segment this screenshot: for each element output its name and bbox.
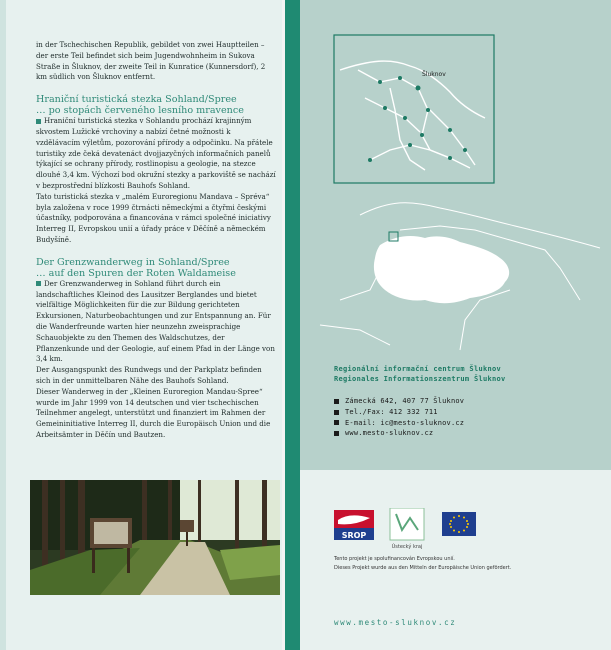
czech-republic-shape	[374, 236, 509, 303]
right-panel	[300, 0, 611, 650]
srop-logo	[334, 510, 374, 540]
left-text-column	[36, 40, 276, 441]
info-center-block	[334, 364, 604, 439]
svg-text:Ústecký kraj: Ústecký kraj	[391, 544, 423, 550]
note-de: Dieses Projekt wurde aus den Mitteln der Europäische Union gefördert.	[334, 565, 512, 571]
forest-trail-photo	[30, 480, 280, 595]
section2-subtitle: … auf den Spuren der Roten Waldameise	[36, 267, 236, 279]
eu-flag-icon	[442, 512, 476, 536]
logo-row	[334, 508, 594, 556]
svg-text:SROP: SROP	[341, 531, 367, 540]
section2-body3: Dieser Wanderweg in der „Kleinen Euroregion Mandau-Spree“ wurde im Jahr 1999 von 14 deutschen und vier tschechischen Teilnehmer angelegt, unterstützt und finanziert im Rahmen der Gemeininitiative Interreg II, durch die Europäisch Union und die Arbeitsämter in Děčín und Bautzen.	[36, 386, 271, 439]
contact-list	[334, 396, 604, 439]
square-bullet-icon	[334, 420, 339, 425]
section1-body2: Tato turistická stezka v „malém Euroregionu Mandava – Spréva“ byla založena v roce 1999 čtrnácti německými a čtyřmi českými účastníky, podporována a financována v rámci společné iniciativy Interreg II, Evropskou unií a úřady práce v Děčíně a německém Budyšíně.	[36, 191, 271, 244]
section2-body: Der Grenzwanderweg in Sohland führt durch ein landschaftliches Kleinod des Lausitzer Berglandes und bietet vielfältige Möglichkeiten für die zur Bildung gerichteten Exkursionen, Naturbeobachtungen und zur Entspannung an. Für die Wanderfreunde warten hier neunzehn zweisprachige Schauobjekte zu den Themen des Waldschutzes, der Pflanzenkunde und der Geologie, auf einem Pfad in der Länge von 3,4 km.	[36, 278, 275, 364]
footer-website[interactable]: www.mesto-sluknov.cz	[334, 618, 457, 627]
usti-region-logo	[390, 508, 424, 550]
square-bullet-icon	[334, 410, 339, 415]
section2-body2: Der Ausgangspunkt des Rundwegs und der Parkplatz befinden sich in der unmittelbaren Nähe des Bauhofs Sohland.	[36, 365, 262, 385]
contact-address: Zámecká 642, 407 77 Šluknov	[334, 396, 604, 407]
contact-phone: Tel./Fax: 412 332 711	[334, 407, 604, 418]
intro-paragraph: in der Tschechischen Republik, gebildet von zwei Hauptteilen – der erste Teil befindet sich beim Jugendwohnheim in Sukova Straße in Šluknov, der zweite Teil in Kunratice (Kunnersdorf), 2 km südlich von Šluknov entfernt.	[36, 40, 266, 82]
green-vertical-bar	[285, 0, 300, 650]
region-map	[300, 0, 611, 360]
bullet-square	[36, 281, 41, 286]
square-bullet-icon	[334, 431, 339, 436]
square-bullet-icon	[334, 399, 339, 404]
section1-body: Hraniční turistická stezka v Sohlandu prochází krajinným skvostem Lužické vrchoviny a nabízí četné možnosti k vzdělávacím výletům, pozorování přírody a odpočinku. Na přátele turistiky zde čeká devatenáct dvojjazyčných informačních panelů týkající se ochrany přírody, rostlinopisu a geologie, na stezce dlouhé 3,4 km. Výchozí bod okružní stezky a parkoviště se nachází v bezprostřední blízkosti Bauhofs Sohland.	[36, 116, 276, 190]
bullet-square	[36, 119, 41, 124]
contact-email[interactable]: E-mail: ic@mesto-sluknov.cz	[334, 418, 604, 429]
info-title-de: Regionales Informationszentrum Šluknov	[334, 375, 506, 383]
funding-notes	[334, 555, 594, 573]
section1-title: Hraniční turistická stezka Sohland/Spree	[36, 94, 237, 106]
info-title-cz: Regionální informační centrum Šluknov	[334, 365, 502, 373]
section1-subtitle: … po stopách červeného lesního mravence	[36, 105, 244, 117]
note-cz: Tento projekt je spolufinancován Evropskou unií.	[334, 556, 455, 562]
contact-website[interactable]: www.mesto-sluknov.cz	[334, 428, 604, 439]
map-label-sluknov: Šluknov	[422, 71, 446, 78]
section2-title: Der Grenzwanderweg in Sohland/Spree	[36, 256, 230, 268]
